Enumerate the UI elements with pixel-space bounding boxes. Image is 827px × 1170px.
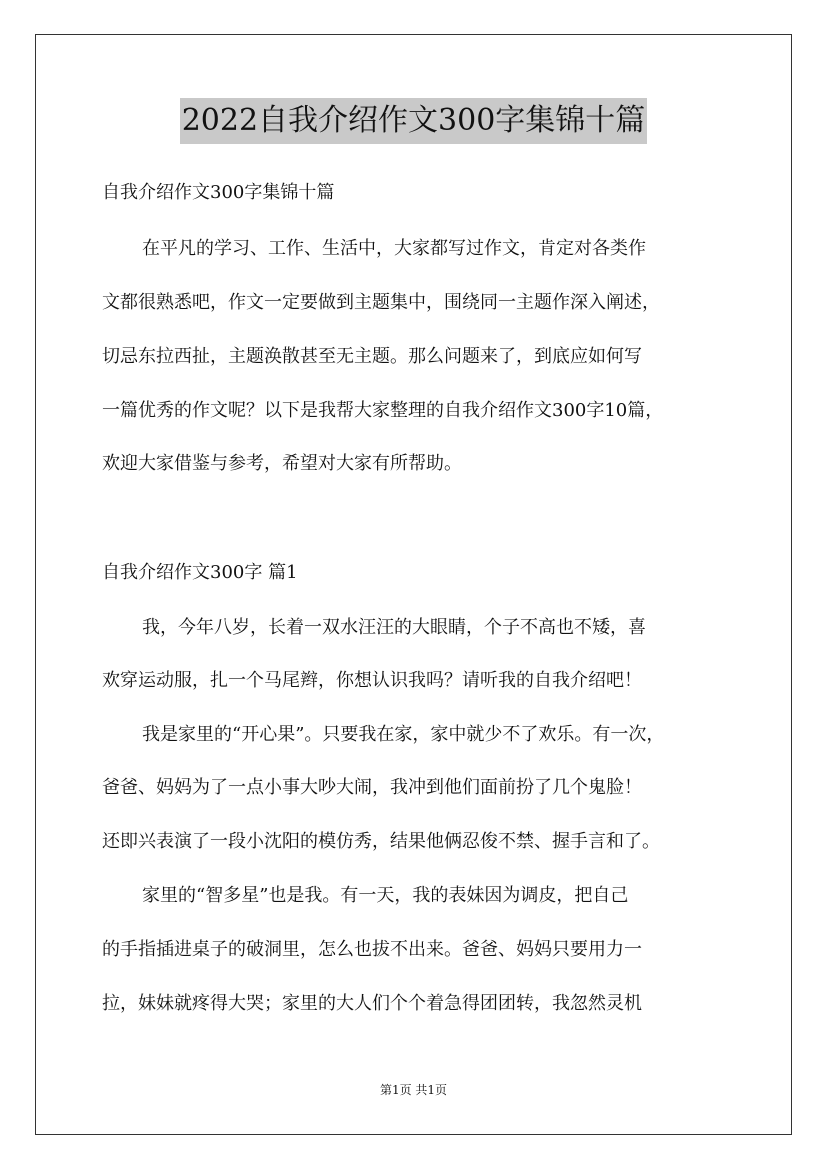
intro-line-4: 一篇优秀的作文呢？以下是我帮大家整理的自我介绍作文300字10篇， [102,400,664,421]
intro-line-5: 欢迎大家借鉴与参考，希望对大家有所帮助。 [102,453,462,474]
section-heading: 自我介绍作文300字 篇1 [102,562,298,583]
body-line-7: 的手指插进桌子的破洞里，怎么也拔不出来。爸爸、妈妈只要用力一 [102,939,642,960]
document-title: 2022自我介绍作文300字集锦十篇 [180,98,648,144]
body-line-8: 拉，妹妹就疼得大哭；家里的大人们个个着急得团团转，我忽然灵机 [102,993,642,1014]
intro-line-2: 文都很熟悉吧，作文一定要做到主题集中，围绕同一主题作深入阐述， [102,292,660,313]
page-number: 第1页 共1页 [379,1083,448,1097]
body-line-6: 家里的“智多星”也是我。有一天，我的表妹因为调皮，把自己 [142,885,629,906]
body-line-2: 欢穿运动服，扎一个马尾辫，你想认识我吗？请听我的自我介绍吧！ [102,670,642,691]
intro-line-1: 在平凡的学习、工作、生活中，大家都写过作文，肯定对各类作 [142,238,646,259]
body-line-1: 我，今年八岁，长着一双水汪汪的大眼睛，个子不高也不矮，喜 [142,617,646,638]
document-subtitle: 自我介绍作文300字集锦十篇 [102,182,335,203]
title-container [0,98,827,144]
body-line-4: 爸爸、妈妈为了一点小事大吵大闹，我冲到他们面前扮了几个鬼脸！ [102,777,642,798]
intro-line-3: 切忌东拉西扯，主题涣散甚至无主题。那么问题来了，到底应如何写 [102,346,642,367]
body-line-3: 我是家里的“开心果”。只要我在家，家中就少不了欢乐。有一次， [142,724,665,745]
body-line-5: 还即兴表演了一段小沈阳的模仿秀，结果他俩忍俊不禁、握手言和了。 [102,831,660,852]
